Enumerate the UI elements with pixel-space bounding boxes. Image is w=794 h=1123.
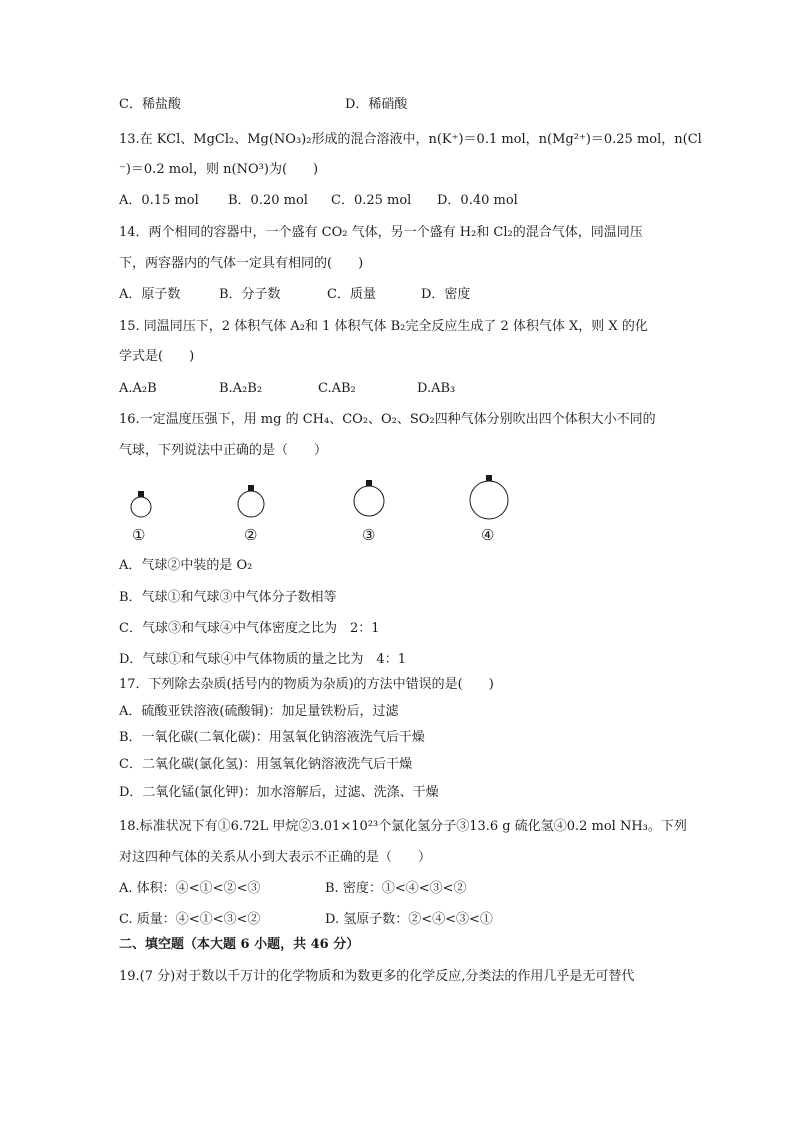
- q14-stem-line1: 14．两个相同的容器中，一个盛有 CO₂ 气体，另一个盛有 H₂和 Cl₂的混合气体，同温同压: [119, 225, 643, 240]
- q15-option-c: C.AB₂: [318, 381, 356, 396]
- q18-option-b: B. 密度：①<④<③<②: [325, 881, 467, 896]
- q15-option-b: B.A₂B₂: [219, 381, 263, 396]
- q16-option-c: C．气球③和气球④中气体密度之比为 2：1: [119, 621, 380, 636]
- q12-option-c: C．稀盐酸: [119, 97, 181, 112]
- q12-option-d: D．稀硝酸: [345, 97, 408, 112]
- q16-stem-line2: 气球，下列说法中正确的是（ ）: [119, 443, 328, 458]
- q15-option-a: A.A₂B: [119, 381, 157, 396]
- q18-option-d: D. 氢原子数：②<④<③<①: [325, 912, 493, 927]
- balloon-2: [238, 485, 264, 517]
- balloon-2-label: ②: [244, 526, 258, 544]
- q14-option-b: B．分子数: [219, 287, 281, 302]
- q15-option-d: D.AB₃: [417, 381, 456, 396]
- q13-option-b: B．0.20 mol: [228, 193, 308, 208]
- q17-option-c: C．二氧化碳(氯化氢)：用氢氧化钠溶液洗气后干燥: [119, 757, 413, 772]
- q16-stem-line1: 16.一定温度压强下，用 mg 的 CH₄、CO₂、O₂、SO₂四种气体分别吹出四个体积大小不同的: [119, 412, 656, 427]
- balloon-4-label: ④: [481, 526, 495, 544]
- section-heading: 二、填空题（本大题 6 小题，共 46 分）: [119, 937, 360, 952]
- q18-stem-line1: 18.标准状况下有①6.72L 甲烷②3.01×10²³个氯化氢分子③13.6 g 硫化氢④0.2 mol NH₃。下列: [119, 819, 687, 834]
- q13-option-c: C．0.25 mol: [331, 193, 412, 208]
- balloon-1-label: ①: [132, 526, 146, 544]
- q16-option-b: B．气球①和气球③中气体分子数相等: [119, 590, 337, 605]
- balloon-4: [470, 475, 508, 519]
- q18-option-c: C. 质量：④<①<③<②: [119, 912, 261, 927]
- q14-option-c: C．质量: [327, 287, 376, 302]
- q19-stem: 19.(7 分)对于数以千万计的化学物质和为数更多的化学反应,分类法的作用几乎是无可替代: [119, 969, 635, 984]
- q17-option-a: A．硫酸亚铁溶液(硫酸铜)：加足量铁粉后，过滤: [119, 704, 399, 719]
- q17-option-d: D．二氧化锰(氯化钾)：加水溶解后，过滤、洗涤、干燥: [119, 785, 439, 800]
- q18-stem-line2: 对这四种气体的关系从小到大表示不正确的是（ ）: [119, 850, 432, 865]
- balloon-3: [354, 480, 384, 516]
- q13-stem-line2: ⁻)＝0.2 mol，则 n(NO³)为( ): [119, 162, 319, 177]
- balloon-3-label: ③: [362, 526, 376, 544]
- balloons-figure: [0, 0, 794, 560]
- q14-option-d: D．密度: [421, 287, 471, 302]
- q13-option-d: D．0.40 mol: [437, 193, 518, 208]
- q14-stem-line2: 下，两容器内的气体一定具有相同的( ): [119, 256, 364, 271]
- balloon-1: [131, 491, 151, 517]
- q17-stem: 17．下列除去杂质(括号内的物质为杂质)的方法中错误的是( ): [119, 677, 494, 692]
- q14-option-a: A．原子数: [119, 287, 181, 302]
- q17-option-b: B．一氧化碳(二氧化碳)：用氢氧化钠溶液洗气后干燥: [119, 730, 425, 745]
- q18-option-a: A. 体积：④<①<②<③: [119, 881, 261, 896]
- q15-stem-line2: 学式是( ): [119, 349, 195, 364]
- q13-option-a: A．0.15 mol: [119, 193, 199, 208]
- q16-option-d: D．气球①和气球④中气体物质的量之比为 4：1: [119, 652, 406, 667]
- q13-stem-line1: 13.在 KCl、MgCl₂、Mg(NO₃)₂形成的混合溶液中，n(K⁺)＝0.1 mol，n(Mg²⁺)＝0.25 mol，n(Cl: [119, 132, 702, 147]
- q15-stem-line1: 15. 同温同压下，2 体积气体 A₂和 1 体积气体 B₂完全反应生成了 2 体积气体 X，则 X 的化: [119, 319, 648, 334]
- q16-option-a: A．气球②中装的是 O₂: [119, 558, 253, 573]
